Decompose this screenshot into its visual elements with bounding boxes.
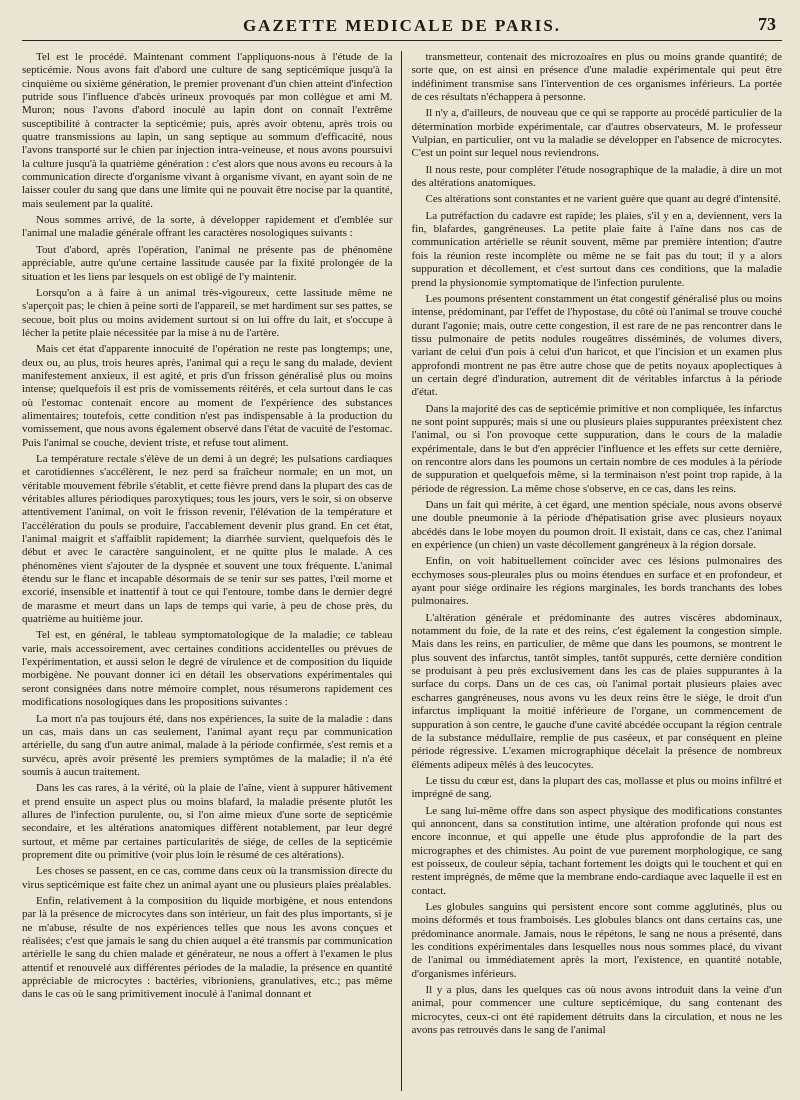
paragraph: Il nous reste, pour compléter l'étude nosographique de la maladie, à dire un mot des altérations anatomiques.	[411, 163, 782, 190]
paragraph: Dans la majorité des cas de septicémie primitive et non compliquée, les infarctus ne sont point suppurés; mais si une ou plusieurs plaies suppurantes préexistent chez l'animal, ou si l'on provoque cette suppuration, dans le cours de la maladie expérimentale, dans le but d'en apprécier l'influence et les effets sur cette dernière, on rencontre alors dans les poumons un certain nombre de ces modules à la période de suppuration et quelquefois même, si la terminaison n'est point trop rapide, à la période de régression. La même chose s'observe, en ce cas, dans les reins.	[411, 402, 782, 495]
page-header	[22, 14, 782, 41]
paragraph: Enfin, on voit habituellement coïncider avec ces lésions pulmonaires des ecchymoses sous-pleurales plus ou moins étendues en surface et en profondeur, et ayant pour siége ordinaire les régions marginales, les bords tranchants des lobes pulmonaires.	[411, 555, 782, 608]
paragraph: Les poumons présentent constamment un état congestif généralisé plus ou moins intense, prédominant, par l'effet de l'hypostase, du côté où l'animal se trouve couché durant l'agonie; mais, outre cette congestion, il est rare de ne pas rencontrer dans le tissu pulmonaire de petits nodules rougeâtres disséminés, de volumes divers, variant de celui d'un pois à celui d'un haricot, et que l'incision et un examen plus approfondi montrent ne pas être autre chose que de petits noyaux apoplectiques à un certain degré d'induration, autrement dit de véritables infarctus à la période d'état.	[411, 292, 782, 399]
paragraph: Le tissu du cœur est, dans la plupart des cas, mollasse et plus ou moins infiltré et imprégné de sang.	[411, 774, 782, 801]
paragraph: Tel est le procédé. Maintenant comment l'appliquons-nous à l'étude de la septicémie. Nous avons fait d'abord une culture de sang septicémique jusqu'à la cinquième ou sixième génération, le premier provenant d'un chien atteint d'infection putride sous l'influence d'abcès urineux provoqués par mon collègue et ami M. Muron; nous l'avons d'abord inoculé au lapin dont on connaît l'extrême susceptibilité à contracter la septicémie; puis, après avoir obtenu, après trois ou quatre transmissions au lapin, un sang septique au sommum d'efficacité, nous l'avons transporté sur le chien par injection intra-veineuse, et nous avons poursuivi la culture jusqu'à la quatrième génération : c'est alors que nous avons eu recours à la communication directe d'organisme vivant à organisme vivant, en ayant soin de ne laisser couler du sang que dans une limite qui ne pouvait être nocise par la quantité, mais seulement par la qualité.	[22, 51, 393, 210]
paragraph: Dans un fait qui mérite, à cet égard, une mention spéciale, nous avons observé une double pneumonie à la période d'hépatisation grise avec plusieurs noyaux abcédés dans le lobe moyen du poumon droit. Il existait, dans ce cas, chez l'animal en expérience (un chien) un vaste décollement gangréneux à la région dorsale.	[411, 499, 782, 552]
paragraph: Ces altérations sont constantes et ne varient guère que quant au degré d'intensité.	[425, 193, 781, 206]
paragraph: Tel est, en général, le tableau symptomatologique de la maladie; ce tableau varie, mais accessoirement, avec certaines conditions accidentelles ou prévues de l'expérimentation, et aussi selon le degré de virulence et de composition du liquide morbigène. Ne pouvant donner ici en détail les observations expérimentales qui seront consignées dans notre mémoire complet, nous résumerons rapidement ces modifications nosologiques dans les propositions suivantes :	[22, 629, 393, 709]
paragraph: Tout d'abord, après l'opération, l'animal ne présente pas de phénomène appréciable, autre qu'une certaine lassitude causée par la fixité prolongée de la situation et les liens par lesquels on est obligé de l'y maintenir.	[22, 243, 393, 283]
left-column	[22, 51, 401, 1091]
paragraph: Les choses se passent, en ce cas, comme dans ceux où la transmission directe du virus septicémique est faite chez un animal ayant une ou plusieurs plaies préalables.	[22, 865, 393, 891]
paragraph: Il y a plus, dans les quelques cas où nous avons introduit dans la veine d'un animal, pour commencer une culture septicémique, du sang contenant des microcytes, ceux-ci ont été rapidement détruits dans la circulation, et nous ne les avons pas retrouvés dans le sang de l'animal	[411, 984, 782, 1037]
paragraph: transmetteur, contenait des microzoaires en plus ou moins grande quantité; de sorte que, on est ainsi en présence d'une maladie expérimentale qui peut être indéfiniment transmise sans l'intervention de ces organismes inférieurs. La portée de ces résultats n'échappera à personne.	[411, 51, 782, 104]
journal-title: GAZETTE MEDICALE DE PARIS.	[242, 16, 562, 35]
paragraph: Dans les cas rares, à la vérité, où la plaie de l'aîne, vient à suppurer hâtivement et prend ensuite un aspect plus ou moins blafard, la maladie présente plutôt les allures de l'infection purulente, ou, si l'on aime mieux d'une sorte de septicémie secondaire, et les altérations anatomiques diffèrent notablement, par leur degré surtout, et même par certaines particularités de siége, de celles de la septicémie proprement dite ou primitive (voir plus loin le résumé de ces altérations).	[22, 782, 393, 861]
paragraph: Lorsqu'on a à faire à un animal très-vigoureux, cette lassitude même ne s'aperçoit pas; le chien à peine sorti de l'appareil, se met hardiment sur ses pattes, se secoue, boit plus ou moins avidement surtout si on lui offre du lait, et s'occupe à lécher la petite plaie nécessitée par la mise à nu de l'artère.	[22, 286, 393, 339]
paragraph: La température rectale s'élève de un demi à un degré; les pulsations cardiaques et carotidiennes s'accélèrent, le nez perd sa fraîcheur normale; en un mot, un véritable mouvement fébrile s'établit, et cette fièvre prend dans la plupart des cas de véritables allures périodiques paroxytiques; tous les jours, vers le soir, si on observe attentivement l'animal, on voit le frisson revenir, l'élévation de la température et l'accélération du pouls se produire, l'accablement devenir plus grand. En cet état, l'animal maigrit et s'affaiblit rapidement; la diarrhée survient, quelquefois dès le début et avec le caractère sanguinolent, et ne quitte plus le malade. A ces phénomènes vient s'ajouter de la dyspnée et souvent une toux fréquente. L'animal étendu sur le flanc et incapable désormais de se tenir sur ses pattes, l'œil morne et excorié, insensible et inattentif à tout ce qui l'entoure, tombe dans le dernier degré de marasme et meurt dans un laps de temps qui varie, à peu de chose près, du quatrième au huitième jour.	[22, 452, 393, 626]
page-number: 73	[758, 14, 776, 34]
paragraph: L'altération générale et prédominante des autres viscères abdominaux, notamment du foie, de la rate et des reins, c'est également la congestion simple. Mais dans les reins, en particulier, de même que dans les poumons, se montrent le plus souvent des infarctus, tantôt simples, tantôt suppurés, cette dernière condition se produisant à peu près exclusivement dans les cas de plaies suppurantes à la surface du corps. Dans un de ces cas, où l'animal portait plusieurs plaies avec escharres gangréneuses, nous avons vu les deux reins être le siége, le droit d'un infarctus impliquant la moitié inférieure de l'organe, un commencement de suppuration à son centre, le gauche d'une cavité abcédée occupant la région centrale de la substance médullaire, remplie de pus caséeux, et par conséquent en pleine période régressive. L'examen micrographique décelait la présence de nombreux éléments adipeux mêlés à des leucocytes.	[411, 611, 782, 771]
paragraph: Il n'y a, d'ailleurs, de nouveau que ce qui se rapporte au procédé particulier de la détermination morbide expérimentale, car d'autres observateurs, M. le professeur Vulpian, en particulier, ont vu la maladie se développer en l'absence de microcytes. C'est un point sur lequel nous reviendrons.	[411, 107, 782, 160]
paragraph: La mort n'a pas toujours été, dans nos expériences, la suite de la maladie : dans un cas, mais dans un cas seulement, l'animal ayant reçu par communication artérielle, du sang d'un autre animal, malade à la période confirmée, s'est remis et a survécu, après avoir présenté les premiers symptômes de la maladie; il n'a été soumis à aucun traitement.	[22, 712, 393, 778]
paragraph: Le sang lui-même offre dans son aspect physique des modifications constantes qui annoncent, dans sa constitution intime, une altération profonde qui nous est encore inconnue, et qui appelle une étude plus approfondie de la part des micrographes et des chimistes. Au point de vue purement morphologique, ce sang est poisseux, de couleur sépia, tachant fortement les doigts qui le touchent et qui en restent imprégnés, de même que la membrane endo-cardiaque avec laquelle il est en contact.	[411, 804, 782, 897]
paragraph: La putréfaction du cadavre est rapide; les plaies, s'il y en a, deviennent, vers la fin, blafardes, gangréneuses. La petite plaie faite à l'aîne dans nos cas de communication artérielle se réunit souvent, même par première intention; d'autre fois la réunion reste incomplète ou même ne se fait pas du tout; il y a alors suppuration et décollement, et c'est surtout dans ces conditions, que la maladie prend la physionomie symptomatique de l'infection purulente.	[411, 209, 782, 289]
paragraph: Enfin, relativement à la composition du liquide morbigène, et nous entendons par là la présence de microcytes dans son intérieur, un fait des plus importants, si je ne m'abuse, résulte de nos expériences telles que nous les avons conçues et réalisées; c'est que jamais le sang du chien auquel a été transmis par communication artérielle le sang du chien malade et générateur, ne nous a offert à l'examen le plus attentif et renouvelé aux différentes périodes de la maladie, la présence en quantité appréciable de microcytes : bactéries, vibrioniens, granulatives, etc.; pas même dans le cas où le sang primitivement inoculé à l'animal donnant et	[22, 894, 393, 1001]
paragraph: Mais cet état d'apparente innocuité de l'opération ne reste pas longtemps; une, deux ou, au plus, trois heures après, l'animal qui a reçu le sang du malade, devient manifestement anxieux, il est agité, et pris d'un frisson généralisé plus ou moins intense; quelquefois il est pris de vomissements réitérés, et cela surtout dans le cas où l'estomac contenait encore au moment de l'expérience des substances alimentaires; toutefois, cette condition n'est pas indispensable à la production du vomissement, que nous avons également observé dans l'état de vacuité de l'estomac. Puis l'animal se couche, devient triste, et refuse tout aliment.	[22, 343, 393, 449]
right-column	[401, 51, 783, 1091]
text-columns	[22, 51, 782, 1091]
paragraph: Nous sommes arrivé, de la sorte, à développer rapidement et d'emblée sur l'animal une maladie générale offrant les caractères nosologiques suivants :	[22, 214, 393, 240]
paragraph: Les globules sanguins qui persistent encore sont comme agglutinés, plus ou moins déformés et tous framboisés. Les globules blancs ont dans certains cas, une prédominance anormale. Jamais, nous le répétons, le sang ne nous a présenté, dans les conditions expérimentales dans lesquelles nous nous sommes placé, du vivant de l'animal ou immédiatement après la mort, l'existence, en quantité notable, d'organismes inférieurs.	[411, 900, 782, 980]
